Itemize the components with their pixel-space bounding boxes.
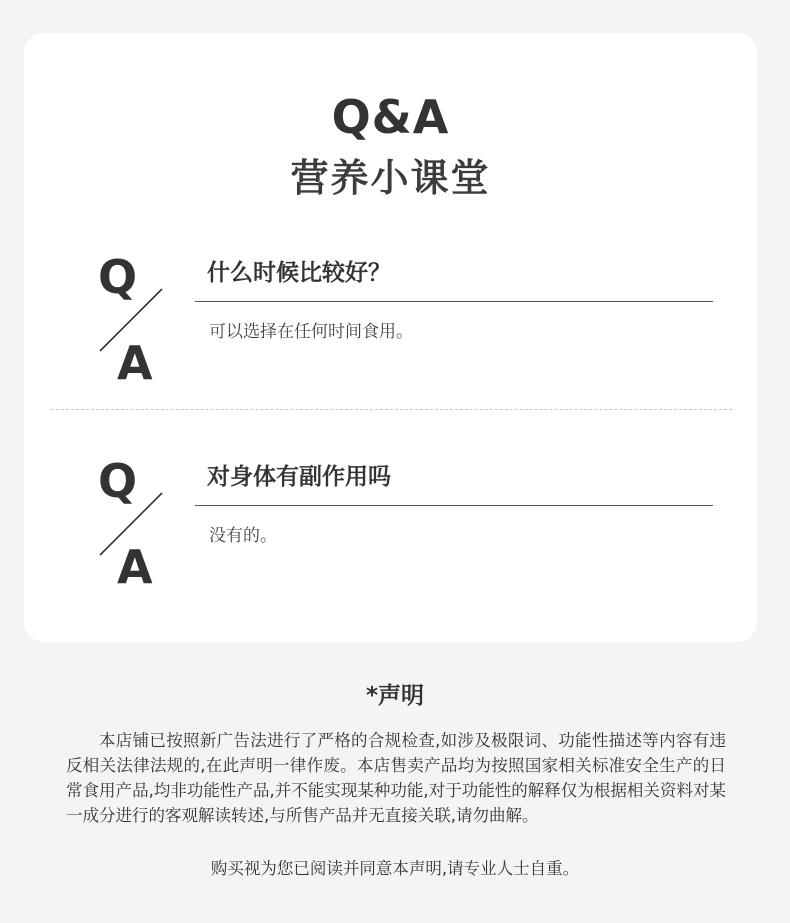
- a-mark: A: [117, 540, 153, 594]
- answer-text: 没有的。: [209, 526, 277, 546]
- declaration-title: *声明: [365, 683, 425, 709]
- a-mark: A: [117, 336, 153, 390]
- question-underline: [195, 301, 713, 302]
- question-text: 对身体有副作用吗: [207, 464, 391, 490]
- question-text: 什么时候比较好？: [207, 260, 391, 286]
- question-underline: [195, 505, 713, 506]
- declaration-footer: 购买视为您已阅读并同意本声明,请专业人士自重。: [210, 859, 580, 878]
- dashed-divider: [51, 409, 732, 410]
- qa-item-1: [24, 247, 757, 397]
- q-mark: Q: [98, 454, 138, 508]
- title-en: Q&A: [331, 90, 450, 144]
- answer-text: 可以选择在任何时间食用。: [209, 322, 413, 342]
- qa-item-2: [24, 451, 757, 601]
- title-cn: 营养小课堂: [290, 156, 491, 200]
- q-mark: Q: [98, 250, 138, 304]
- declaration-body: 本店铺已按照新广告法进行了严格的合规检查,如涉及极限词、功能性描述等内容有违反相关法律法规的,在此声明一律作废。本店售卖产品均为按照国家相关标准安全生产的日常食用产品,均非功能性产品,并不能实现某种功能,对于功能性的解释仅为根据相关资料对某一成分进行的客观解读转述,与所售产品并无直接关联,请勿曲解。: [66, 731, 726, 825]
- qa-card: [24, 33, 757, 642]
